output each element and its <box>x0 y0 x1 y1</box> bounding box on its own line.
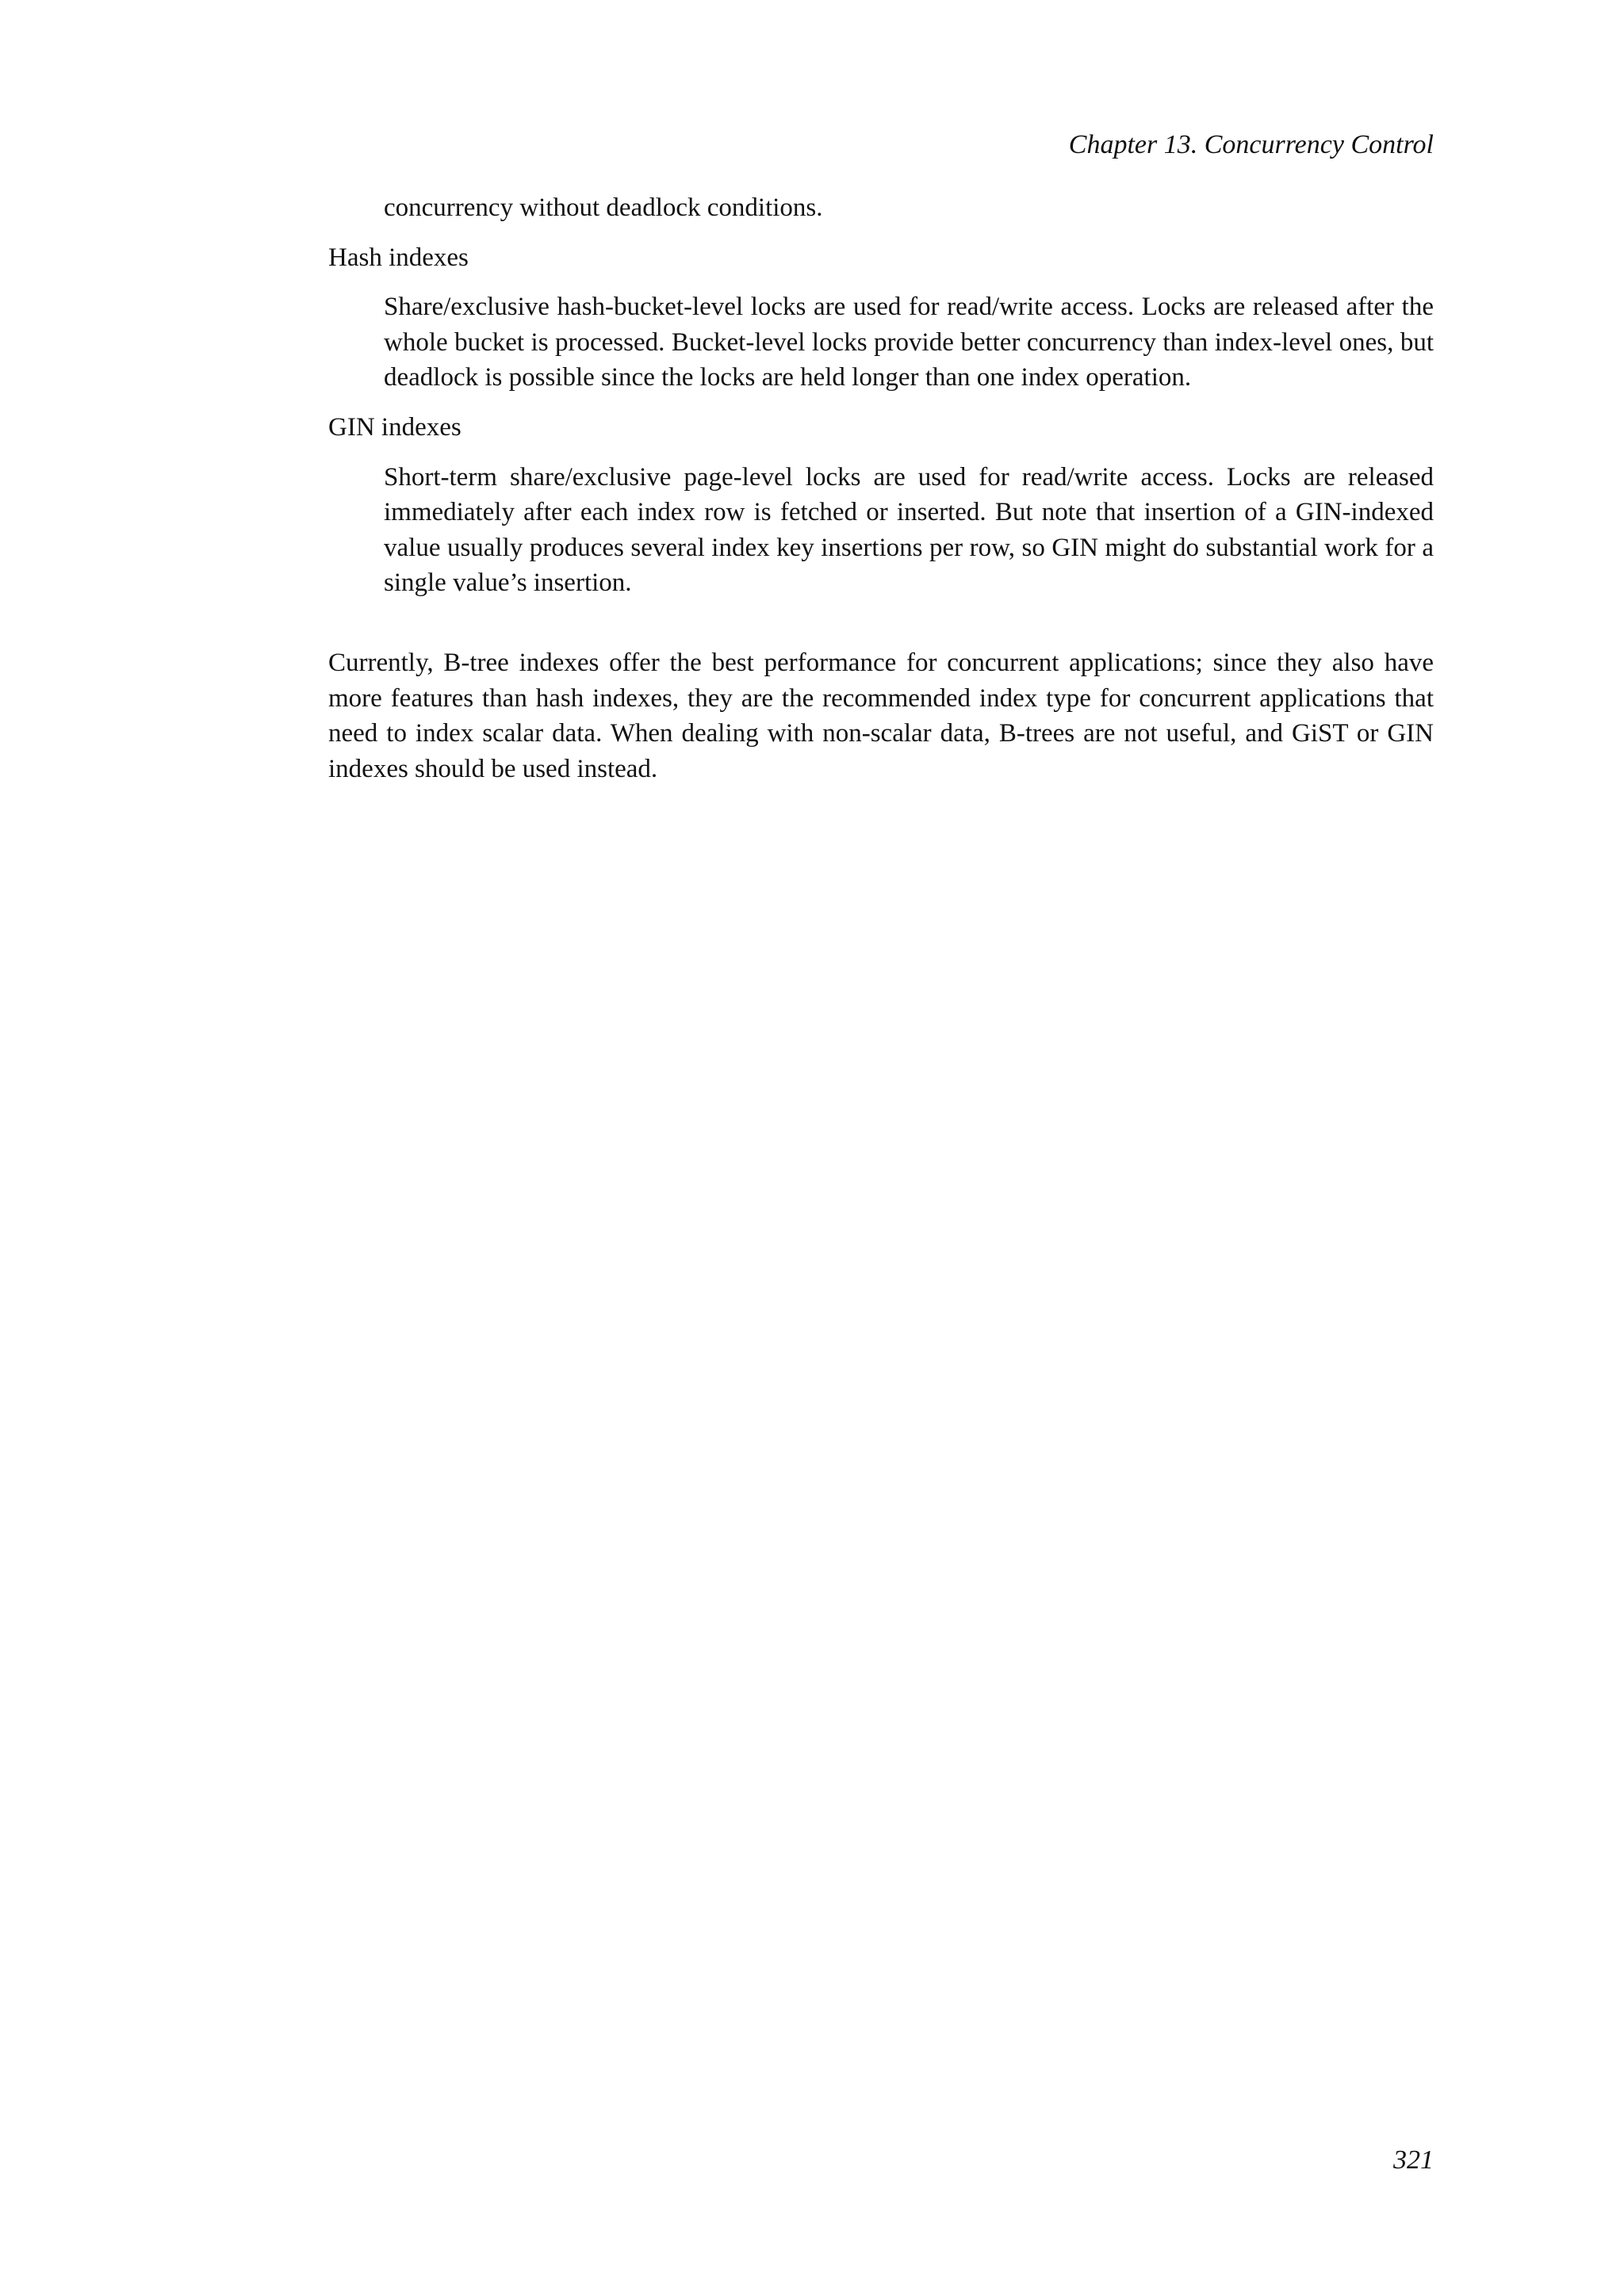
body-paragraph: Currently, B-tree indexes offer the best performance for concurrent applications; since they also have more features than hash indexes, they are the recommended index type for concurrent applications that need to index scalar data. When dealing with non-scalar data, B-trees are not useful, and GiST or GIN indexes should be used instead. <box>328 648 1434 783</box>
continued-text: concurrency without deadlock conditions. <box>384 193 823 222</box>
definition-hash-indexes: Share/exclusive hash-bucket-level locks are used for read/write access. Locks are released after the whole bucket is processed. Bucket-level locks provide better concurrency than index-level ones, but deadlock is possible since the locks are held longer than one index operation. <box>384 293 1434 392</box>
page-number: 321 <box>1393 2145 1434 2175</box>
running-header: Chapter 13. Concurrency Control <box>1068 130 1434 159</box>
term-hash-indexes: Hash indexes <box>328 243 469 272</box>
term-gin-indexes: GIN indexes <box>328 412 462 442</box>
definition-gin-indexes: Short-term share/exclusive page-level locks are used for read/write access. Locks are released immediately after each index row is fetched or inserted. But note that insertion of a GIN-indexed value usually produces several index key insertions per row, so GIN might do substantial work for a single value’s insertion. <box>384 462 1434 598</box>
page-content <box>328 190 1434 786</box>
